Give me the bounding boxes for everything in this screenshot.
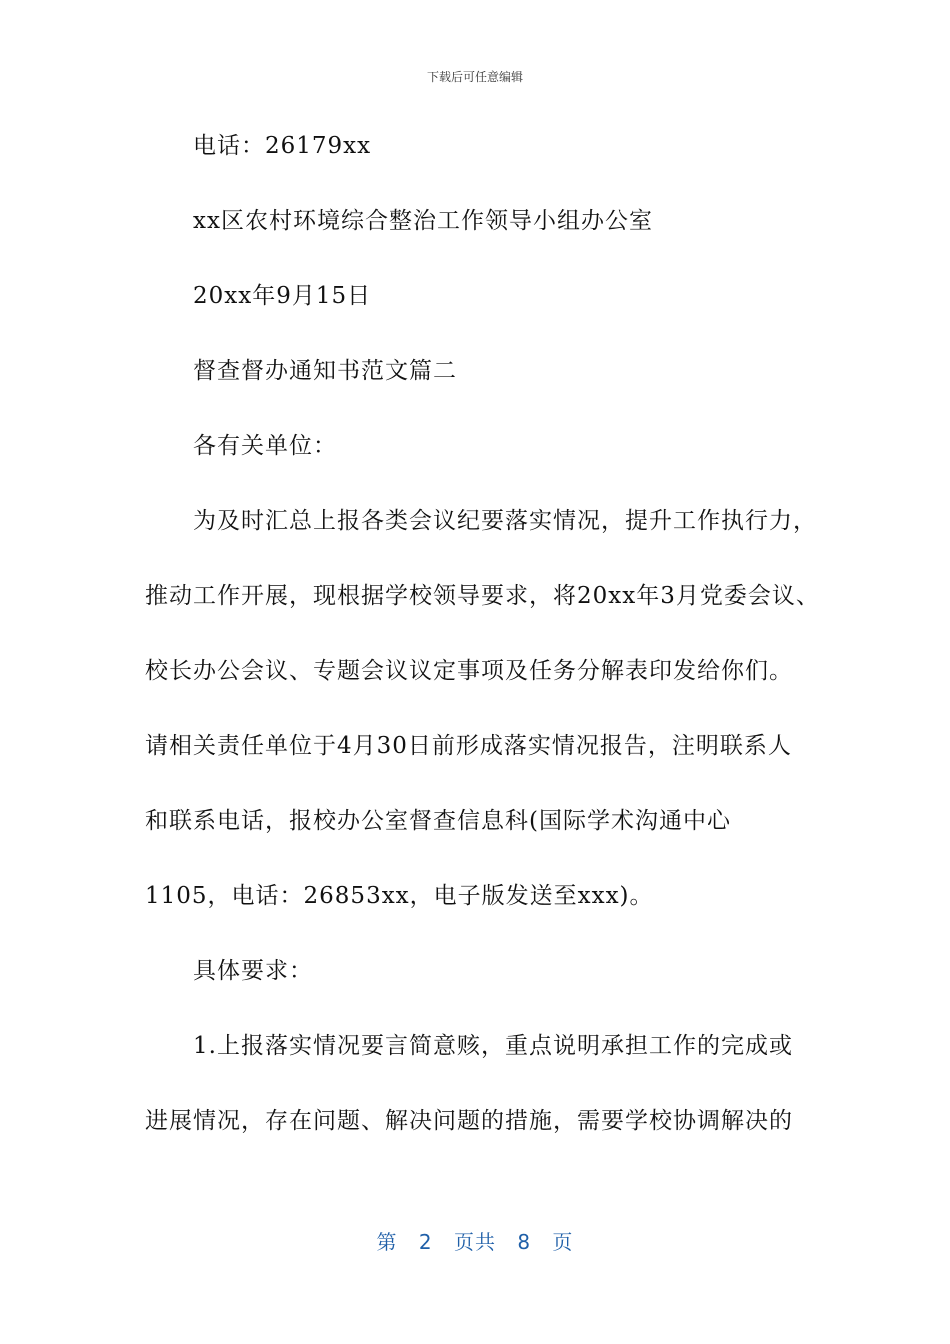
paragraph-line: 为及时汇总上报各类会议纪要落实情况，提升工作执行力， [193, 508, 817, 534]
requirements-heading: 具体要求： [193, 958, 313, 984]
paragraph-line: 和联系电话，报校办公室督查信息科(国际学术沟通中心 [145, 808, 731, 834]
phone-line: 电话：26179xx [193, 133, 372, 159]
page-number-footer: 第 2 页共 8 页 [376, 1230, 574, 1254]
paragraph-line: 请相关责任单位于4月30日前形成落实情况报告，注明联系人 [145, 733, 792, 759]
requirement-item-line: 进展情况，存在问题、解决问题的措施，需要学校协调解决的 [145, 1108, 793, 1134]
section-title: 督查督办通知书范文篇二 [193, 358, 457, 384]
paragraph-line: 校长办公会议、专题会议议定事项及任务分解表印发给你们。 [145, 658, 793, 684]
header-note: 下载后可任意编辑 [426, 70, 523, 84]
salutation-line: 各有关单位： [193, 433, 337, 459]
office-name-line: xx区农村环境综合整治工作领导小组办公室 [193, 208, 653, 234]
paragraph-line: 1105，电话：26853xx，电子版发送至xxx)。 [145, 883, 654, 909]
date-line: 20xx年9月15日 [193, 283, 372, 309]
requirement-item-line: 1.上报落实情况要言简意赅，重点说明承担工作的完成或 [193, 1033, 793, 1059]
paragraph-line: 推动工作开展，现根据学校领导要求，将20xx年3月党委会议、 [145, 583, 820, 609]
